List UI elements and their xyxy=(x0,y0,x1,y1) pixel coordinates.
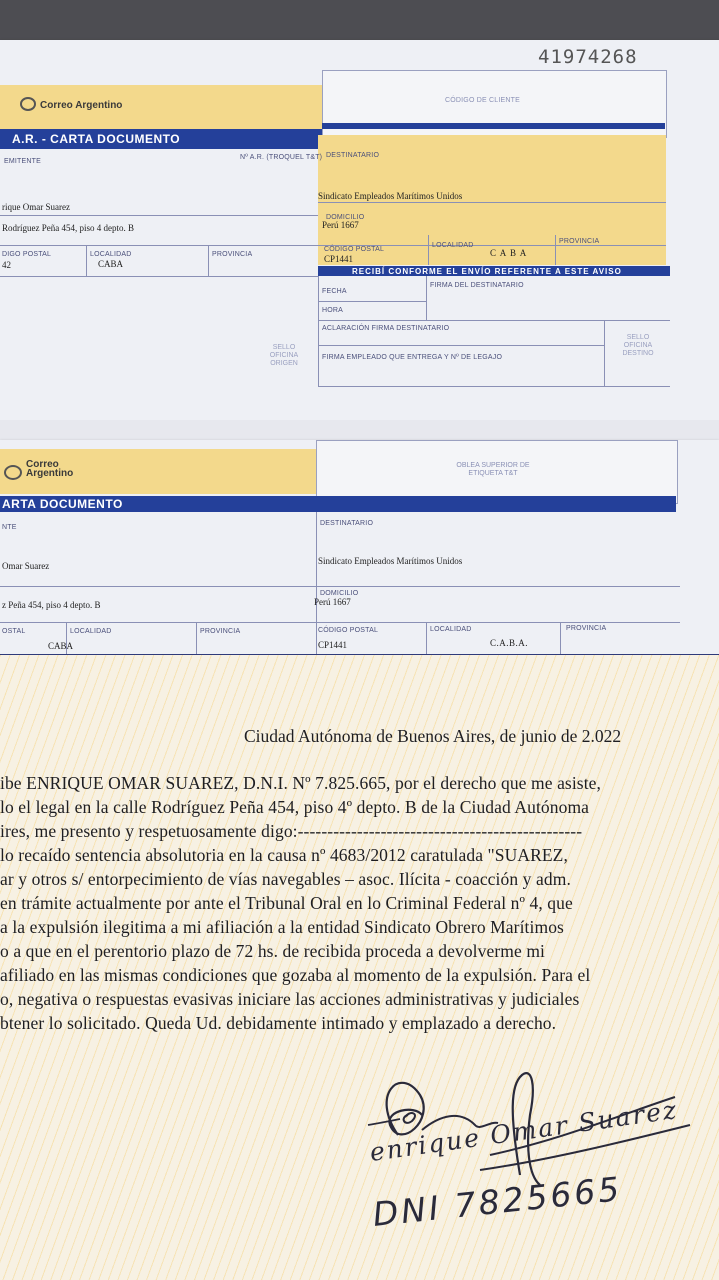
cp-label-2: OSTAL xyxy=(2,628,26,635)
recibi-text: RECIBÍ CONFORME EL ENVÍO REFERENTE A ESTE AVISO xyxy=(352,267,622,276)
body-line-10: o, negativa o respuestas evasivas iniciare las acciones administrativas y judiciales xyxy=(0,989,580,1009)
recipient-localidad-2: C.A.B.A. xyxy=(490,638,529,648)
sender-cp: 42 xyxy=(2,260,11,270)
rcp-label: CÓDIGO POSTAL xyxy=(324,246,385,253)
correo-logo xyxy=(20,95,122,113)
firma-label: FIRMA DEL DESTINATARIO xyxy=(430,282,524,289)
oblea-label: OBLEA SUPERIOR DE ETIQUETA T&T xyxy=(456,462,530,477)
r-provincia-label: PROVINCIA xyxy=(559,238,600,245)
body-line-3: ires, me presento y respetuosamente digo:------------------------------------------------ xyxy=(0,821,583,841)
fecha-label: FECHA xyxy=(322,288,347,295)
sender-localidad-2: CABA xyxy=(48,641,74,651)
title-bar-right xyxy=(322,123,665,129)
carta-form xyxy=(0,440,719,656)
provincia-label: PROVINCIA xyxy=(212,251,253,258)
form-title: A.R. - CARTA DOCUMENTO xyxy=(12,132,181,146)
document-number: 41974268 xyxy=(538,46,638,68)
remitente-label-2: NTE xyxy=(2,524,17,531)
correo-logo-icon xyxy=(4,465,22,480)
body-line-1: ibe ENRIQUE OMAR SUAREZ, D.N.I. Nº 7.825.665, por el derecho que me asiste, xyxy=(0,773,602,793)
signature-dni: DNI 7825665 xyxy=(370,1169,624,1234)
client-code-label: CÓDIGO DE CLIENTE xyxy=(445,97,520,104)
recipient-localidad: C A B A xyxy=(490,248,528,258)
sello-origen: SELLO OFICINA ORIGEN xyxy=(269,344,299,367)
correo-logo-text-2: Correo Argentino xyxy=(26,459,74,479)
destinatario-label-2: DESTINATARIO xyxy=(320,520,374,527)
r-provincia-label-2: PROVINCIA xyxy=(566,625,607,632)
ar-form xyxy=(0,40,719,420)
body-line-7: a la expulsión ilegitima a mi afiliación a la entidad Sindicato Obrero Marítimos xyxy=(0,917,564,937)
gap-strip xyxy=(0,420,719,442)
r-localidad-label: LOCALIDAD xyxy=(432,242,474,249)
sender-localidad: CABA xyxy=(98,259,124,269)
localidad-label: LOCALIDAD xyxy=(90,251,132,258)
sender-name: rique Omar Suarez xyxy=(2,202,70,212)
correo-logo-text: Correo Argentino xyxy=(40,100,123,111)
empleado-label: FIRMA EMPLEADO QUE ENTREGA Y Nº DE LEGAJO xyxy=(322,354,503,361)
recipient-cp: CP1441 xyxy=(324,254,354,264)
place-date: Ciudad Autónoma de Buenos Aires, de junio de 2.022 xyxy=(244,726,622,746)
aclaracion-label: ACLARACIÓN FIRMA DESTINATARIO xyxy=(322,325,450,332)
r-localidad-label-2: LOCALIDAD xyxy=(430,626,472,633)
signature-name: enrique Omar Suarez xyxy=(367,1095,680,1167)
domicilio-label-2: DOMICILIO xyxy=(320,590,359,597)
recipient-name: Sindicato Empleados Marítimos Unidos xyxy=(318,191,463,201)
destinatario-label: DESTINATARIO xyxy=(326,152,380,159)
sender-address: Rodríguez Peña 454, piso 4 depto. B xyxy=(2,223,134,233)
body-line-6: en trámite actualmente por ante el Tribunal Oral en lo Criminal Federal nº 4, que xyxy=(0,893,573,913)
sello-destino: SELLO OFICINA DESTINO xyxy=(622,334,654,357)
hora-label: HORA xyxy=(322,307,344,314)
correo-logo-icon xyxy=(20,97,36,111)
remitente-label: EMITENTE xyxy=(4,158,41,165)
sender-address-2: z Peña 454, piso 4 depto. B xyxy=(2,600,101,610)
recipient-address: Perú 1667 xyxy=(322,220,359,230)
body-line-9: afiliado en las mismas condiciones que gozaba al momento de la expulsión. Para el xyxy=(0,965,591,985)
domicilio-label: DOMICILIO xyxy=(326,214,365,221)
body-line-8: o a que en el perentorio plazo de 72 hs. de recibida proceda a devolverme mi xyxy=(0,941,546,961)
troquel-label: Nº A.R. (TROQUEL T&T) xyxy=(240,154,323,161)
recipient-name-2: Sindicato Empleados Marítimos Unidos xyxy=(318,556,463,566)
form-title-2: ARTA DOCUMENTO xyxy=(2,497,123,511)
sender-name-2: Omar Suarez xyxy=(2,561,50,571)
letter-sheet xyxy=(0,655,719,1280)
recipient-cp-2: CP1441 xyxy=(318,640,348,650)
body-line-5: ar y otros s/ entorpecimiento de vías navegables – asoc. Ilícita - coacción y adm. xyxy=(0,869,571,889)
body-line-2: lo el legal en la calle Rodríguez Peña 454, piso 4º depto. B de la Ciudad Autónoma xyxy=(0,797,590,817)
provincia-label-2: PROVINCIA xyxy=(200,628,241,635)
localidad-label-2: LOCALIDAD xyxy=(70,628,112,635)
cp-label: DIGO POSTAL xyxy=(2,251,52,258)
correo-logo-2 xyxy=(4,460,96,481)
body-line-4: lo recaído sentencia absolutoria en la causa nº 4683/2012 caratulada "SUAREZ, xyxy=(0,845,568,865)
recipient-address-2: Perú 1667 xyxy=(314,597,351,607)
body-line-11: btener lo solicitado. Queda Ud. debidamente intimado y emplazado a derecho. xyxy=(0,1013,557,1033)
rcp-label-2: CÓDIGO POSTAL xyxy=(318,627,379,634)
